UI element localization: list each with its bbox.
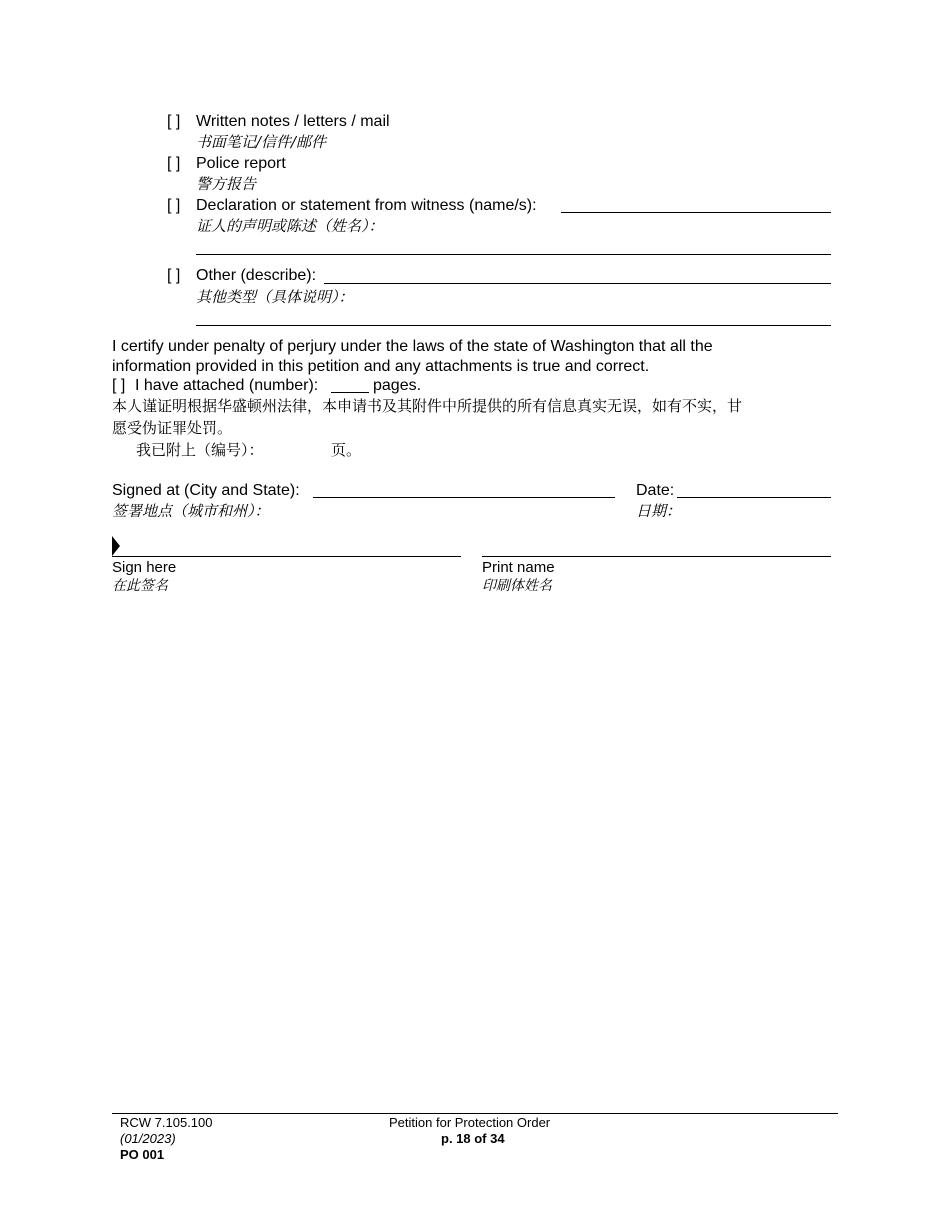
print-name-label-zh: 印刷体姓名 <box>482 578 552 594</box>
witness-declaration-label-zh: 证人的声明或陈述（姓名）： <box>196 217 384 235</box>
certification-zh-line1: 本人谨证明根据华盛顿州法律，本申请书及其附件中所提供的所有信息真实无误，如有不实，甘 <box>112 397 743 415</box>
footer-divider <box>112 1113 838 1114</box>
date-field[interactable] <box>677 497 831 498</box>
footer-form-number: PO 001 <box>120 1147 165 1162</box>
checkbox-police-report[interactable]: [ ] <box>167 155 181 172</box>
print-name-label: Print name <box>482 559 555 576</box>
witness-declaration-label: Declaration or statement from witness (name/s): <box>196 197 537 214</box>
witness-name-field-line2[interactable] <box>196 254 831 255</box>
date-label: Date: <box>636 482 675 499</box>
witness-name-field[interactable] <box>561 212 831 213</box>
other-describe-field[interactable] <box>324 283 831 284</box>
other-label: Other (describe): <box>196 267 317 284</box>
signed-at-label: Signed at (City and State): <box>112 482 300 499</box>
attached-pages-zh-label: 我已附上（编号）： <box>136 441 264 459</box>
attached-pages-suffix: pages. <box>373 377 422 394</box>
date-label-zh: 日期： <box>636 502 682 520</box>
attached-pages-count-field[interactable] <box>331 392 369 393</box>
checkbox-attached-pages[interactable]: [ ] <box>112 377 126 394</box>
footer-revision: (01/2023) <box>120 1131 176 1146</box>
other-label-zh: 其他类型（具体说明）： <box>196 288 354 306</box>
sign-here-label-zh: 在此签名 <box>112 578 168 594</box>
checkbox-witness-declaration[interactable]: [ ] <box>167 197 181 214</box>
police-report-label: Police report <box>196 155 286 172</box>
print-name-field[interactable] <box>482 556 831 557</box>
sign-here-label: Sign here <box>112 559 177 576</box>
signed-at-label-zh: 签署地点（城市和州）： <box>112 502 270 520</box>
checkbox-written-notes[interactable]: [ ] <box>167 113 181 130</box>
certification-zh-line2: 愿受伪证罪处罚。 <box>112 419 233 437</box>
certification-line1: I certify under penalty of perjury under the laws of the state of Washington that all the <box>112 338 713 355</box>
signed-at-field[interactable] <box>313 497 615 498</box>
footer-form-title: Petition for Protection Order <box>389 1115 551 1130</box>
police-report-label-zh: 警方报告 <box>196 175 257 193</box>
signature-field[interactable] <box>112 556 461 557</box>
written-notes-label-zh: 书面笔记/信件/邮件 <box>196 133 327 151</box>
written-notes-label: Written notes / letters / mail <box>196 113 390 130</box>
sign-here-arrow-icon <box>112 536 122 556</box>
certification-line2: information provided in this petition and any attachments is true and correct. <box>112 358 650 375</box>
attached-pages-zh-suffix: 页。 <box>331 441 362 459</box>
footer-page-number: p. 18 of 34 <box>441 1131 505 1146</box>
checkbox-other[interactable]: [ ] <box>167 267 181 284</box>
other-describe-field-line2[interactable] <box>196 325 831 326</box>
attached-pages-label: I have attached (number): <box>135 377 319 394</box>
footer-statute: RCW 7.105.100 <box>120 1115 213 1130</box>
